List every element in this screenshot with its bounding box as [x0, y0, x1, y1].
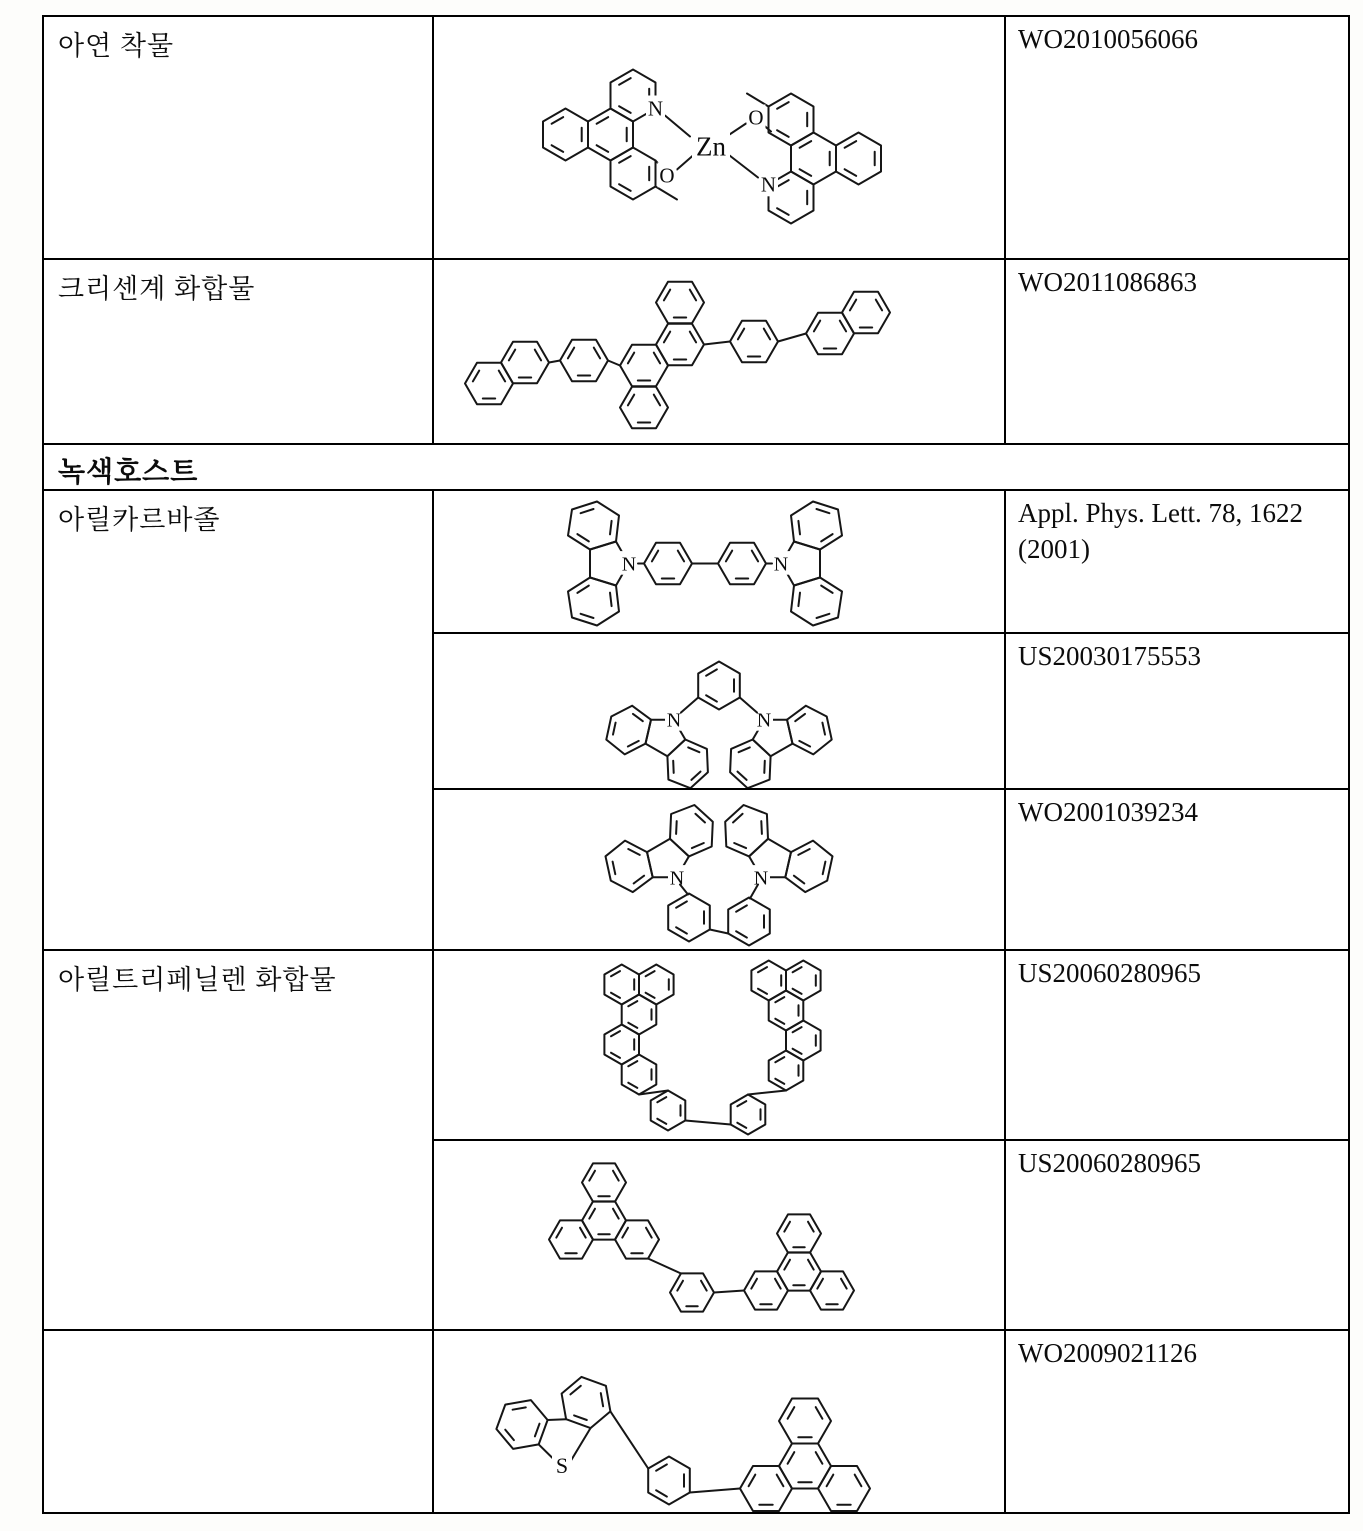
section-header-label: 녹색호스트 — [58, 457, 199, 488]
reference-text: US20030175553 — [1018, 641, 1202, 671]
reference-text: US20060280965 — [1018, 958, 1202, 988]
reference-text: US20060280965 — [1018, 1148, 1202, 1178]
structure-chrysene-compound — [434, 260, 1004, 443]
atom-label-n: N — [753, 867, 769, 890]
category-label: 아릴트리페닐렌 화합물 — [58, 965, 337, 995]
atom-label-n: N — [760, 172, 777, 197]
reference-cell — [1004, 951, 1348, 1139]
structure-cell — [434, 1141, 1004, 1329]
table-row — [434, 1331, 1348, 1512]
structure-dibenzothiophene-triphenylene — [434, 1331, 1004, 1512]
reference-cell — [1004, 790, 1348, 949]
atom-label-n: N — [621, 553, 637, 576]
atom-label-n: N — [669, 867, 685, 890]
category-cell — [44, 1331, 434, 1512]
structure-cell — [434, 634, 1004, 788]
atom-label-n: N — [773, 553, 789, 576]
atom-label-o: O — [748, 105, 764, 130]
structure-bistriphenylenyl-biphenyl — [434, 951, 1004, 1139]
table-row — [434, 491, 1348, 632]
structure-cell — [434, 491, 1004, 632]
structure-meta-biscarbazole-biphenyl — [434, 790, 1004, 949]
category-cell — [44, 491, 434, 949]
category-cell — [44, 17, 434, 258]
category-cell — [44, 260, 434, 443]
structure-cell — [434, 951, 1004, 1139]
reference-table — [42, 15, 1350, 1514]
table-section-zinc — [44, 17, 1348, 258]
structure-cell — [434, 790, 1004, 949]
atom-label-n: N — [647, 96, 664, 121]
reference-text: Appl. Phys. Lett. 78, 1622 (2001) — [1018, 498, 1304, 564]
reference-cell — [1004, 1331, 1348, 1512]
atom-label-s: S — [555, 1453, 569, 1478]
atom-label-n: N — [756, 709, 772, 732]
category-label: 아연 착물 — [58, 31, 175, 61]
table-section-chrysene — [44, 258, 1348, 443]
category-label: 아릴카르바졸 — [58, 505, 221, 535]
table-row — [434, 632, 1348, 788]
atom-label-n: N — [666, 709, 682, 732]
category-label: 크리센계 화합물 — [58, 274, 256, 304]
structure-cell — [434, 1331, 1004, 1512]
structure-cell — [434, 260, 1004, 443]
atom-label-o: O — [659, 163, 675, 188]
structure-cbp — [434, 491, 1004, 632]
table-row — [434, 17, 1348, 258]
table-section-aryltriphenylene — [44, 949, 1348, 1329]
reference-cell — [1004, 491, 1348, 632]
structure-cell — [434, 17, 1004, 258]
reference-cell — [1004, 1141, 1348, 1329]
table-row — [434, 951, 1348, 1139]
reference-text: WO2011086863 — [1018, 267, 1197, 297]
reference-text: WO2001039234 — [1018, 797, 1198, 827]
structure-mcp — [434, 634, 1004, 788]
table-row — [434, 788, 1348, 949]
reference-text: WO2009021126 — [1018, 1338, 1197, 1368]
reference-cell — [1004, 17, 1348, 258]
reference-text: WO2010056066 — [1018, 24, 1198, 54]
category-cell — [44, 951, 434, 1329]
table-row — [434, 1139, 1348, 1329]
reference-cell — [1004, 634, 1348, 788]
table-section-arylcarbazole — [44, 489, 1348, 949]
structure-zinc-complex — [434, 17, 1004, 258]
atom-label-zn: Zn — [696, 131, 726, 162]
table-row — [434, 260, 1348, 443]
reference-cell — [1004, 260, 1348, 443]
table-section-green-host-header — [44, 443, 1348, 489]
table-section-last — [44, 1329, 1348, 1512]
structure-triphenylenyl-phenyl-triphenylene — [434, 1141, 1004, 1329]
